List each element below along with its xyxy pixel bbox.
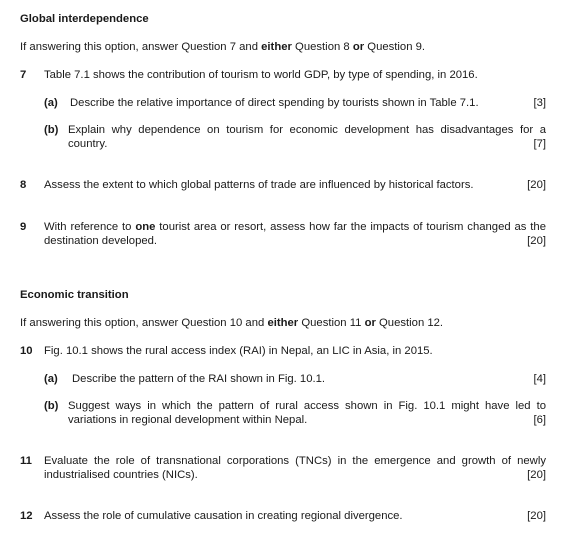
- part-text: Describe the pattern of the RAI shown in Fig. 10.1.: [72, 373, 326, 385]
- question-number: 12: [20, 510, 33, 522]
- question-text: Assess the extent to which global patterns of trade are influenced by historical factors.: [44, 179, 474, 191]
- part-text: Describe the relative importance of direct spending by tourists shown in Table 7.1.: [70, 97, 479, 109]
- question-number: 11: [20, 455, 32, 467]
- section-intro: If answering this option, answer Question 7 and either Question 8 or Question 9.: [20, 41, 426, 53]
- question-number: 10: [20, 345, 33, 357]
- section-intro: If answering this option, answer Question 10 and either Question 11 or Question 12.: [20, 317, 444, 329]
- part-label: (a): [44, 373, 58, 385]
- part-label: (a): [44, 97, 58, 109]
- question-text: Evaluate the role of transnational corporations (TNCs) in the emergence and growth of newly industrialised countries (NICs).: [44, 455, 546, 481]
- marks-label: [7]: [533, 138, 546, 150]
- question-number: 8: [20, 179, 27, 191]
- question-number: 7: [20, 69, 27, 81]
- marks-label: [20]: [527, 469, 546, 481]
- question-text: Assess the role of cumulative causation in creating regional divergence.: [44, 510, 403, 522]
- part-label: (b): [44, 400, 59, 412]
- part-label: (b): [44, 124, 59, 136]
- marks-label: [3]: [533, 97, 546, 109]
- question-text: Table 7.1 shows the contribution of tourism to world GDP, by type of spending, in 2016.: [44, 69, 478, 81]
- question-number: 9: [20, 221, 27, 233]
- marks-label: [20]: [527, 235, 546, 247]
- section-title-global-interdependence: Global interdependence: [20, 13, 149, 25]
- marks-label: [4]: [533, 373, 546, 385]
- question-text: Fig. 10.1 shows the rural access index (RAI) in Nepal, an LIC in Asia, in 2015.: [44, 345, 433, 357]
- part-text: Explain why dependence on tourism for economic development has disadvantages for a country.: [68, 124, 546, 150]
- part-text: Suggest ways in which the pattern of rural access shown in Fig. 10.1 might have led to variations in regional development within Nepal.: [68, 400, 546, 426]
- question-text: With reference to one tourist area or resort, assess how far the impacts of tourism changed as the destination developed.: [44, 221, 547, 247]
- marks-label: [20]: [527, 510, 546, 522]
- marks-label: [20]: [527, 179, 546, 191]
- marks-label: [6]: [533, 414, 546, 426]
- section-title-economic-transition: Economic transition: [20, 289, 129, 301]
